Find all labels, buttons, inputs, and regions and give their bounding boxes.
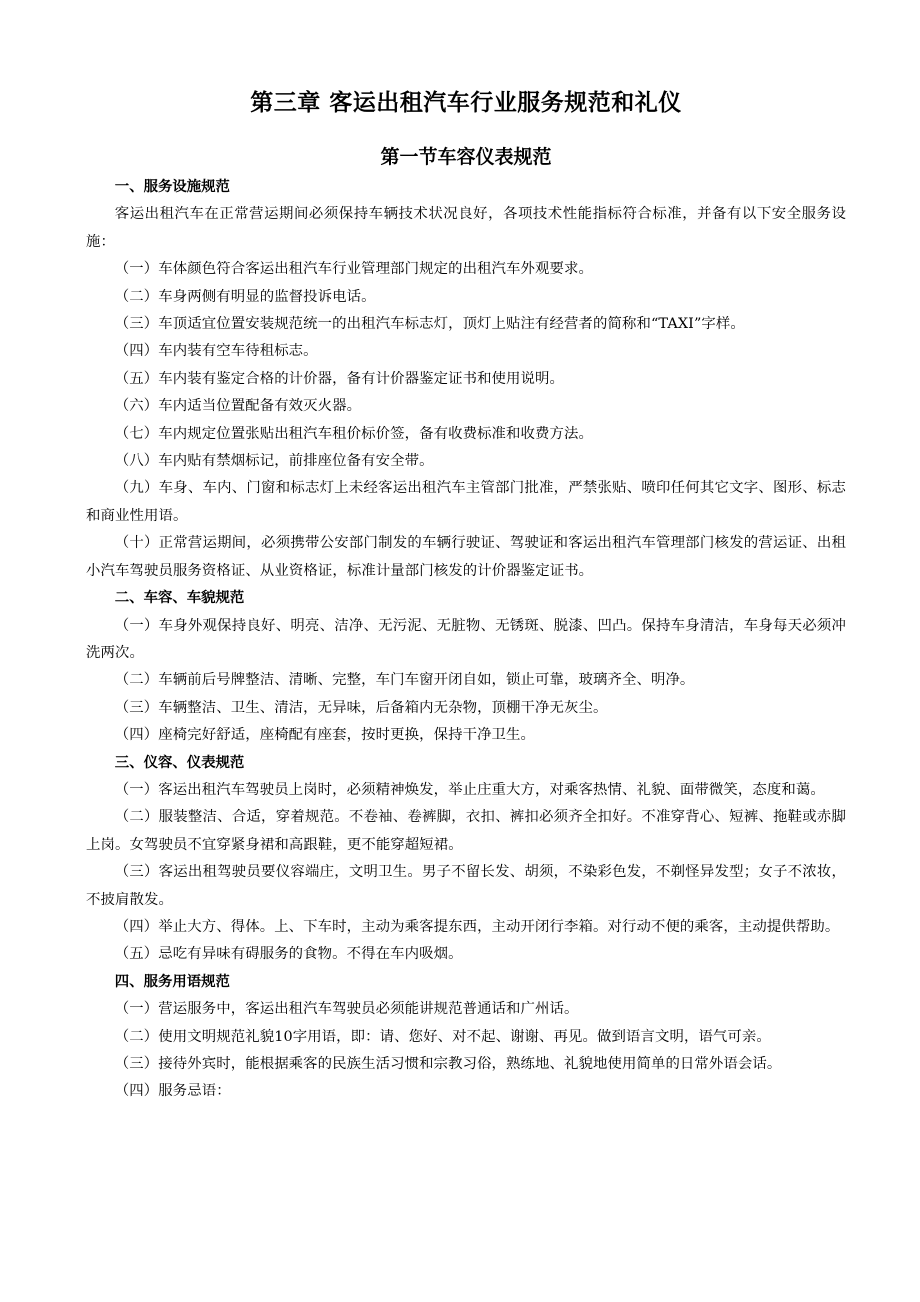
- part-heading: 一、服务设施规范: [114, 179, 230, 195]
- paragraph: （三）车顶适宜位置安装规范统一的出租汽车标志灯，顶灯上贴注有经营者的简称和“TAXI”字样。: [114, 316, 745, 333]
- part-service-language: [86, 969, 846, 1106]
- paragraph: （七）车内规定位置张贴出租汽车租价标价签，备有收费标准和收费方法。: [114, 425, 593, 442]
- part-heading: 三、仪容、仪表规范: [114, 754, 245, 771]
- paragraph: （四）车内装有空车待租标志。: [114, 343, 318, 360]
- paragraph: （六）车内适当位置配备有效灭火器。: [114, 398, 362, 415]
- paragraph: （二）车身两侧有明显的监督投诉电话。: [114, 288, 376, 305]
- paragraph: （九）车身、车内、门窗和标志灯上未经客运出租汽车主管部门批准，严禁张贴、喷印任何其它文字、图形、标志和商业性用语。: [86, 480, 846, 524]
- paragraph: （一）营运服务中，客运出租汽车驾驶员必须能讲规范普通话和广州话。: [114, 1001, 579, 1018]
- section-title: 第一节车容仪表规范: [380, 146, 552, 168]
- paragraph: （五）车内装有鉴定合格的计价器，备有计价器鉴定证书和使用说明。: [114, 370, 565, 387]
- paragraph: （四）座椅完好舒适，座椅配有座套，按时更换，保持干净卫生。: [114, 727, 536, 744]
- part-heading: 二、车容、车貌规范: [114, 590, 245, 607]
- part-heading: 四、服务用语规范: [114, 973, 230, 990]
- paragraph: （二）使用文明规范礼貌10字用语，即：请、您好、对不起、谢谢、再见。做到语言文明，语气可亲。: [114, 1028, 771, 1045]
- paragraph: （四）服务忌语：: [114, 1083, 231, 1100]
- paragraph: （十）正常营运期间，必须携带公安部门制发的车辆行驶证、驾驶证和客运出租汽车管理部门核发的营运证、出租小汽车驾驶员服务资格证、从业资格证，标准计量部门核发的计价器鉴定证书。: [86, 535, 846, 579]
- paragraph: （二）车辆前后号牌整洁、清晰、完整，车门车窗开闭自如，锁止可靠，玻璃齐全、明净。: [114, 672, 695, 689]
- paragraph: （五）忌吃有异味有碍服务的食物。不得在车内吸烟。: [114, 946, 463, 963]
- paragraph: 客运出租汽车在正常营运期间必须保持车辆技术状况良好，各项技术性能指标符合标准，并备有以下安全服务设施：: [86, 206, 846, 250]
- paragraph: （二）服装整洁、合适，穿着规范。不卷袖、卷裤脚，衣扣、裤扣必须齐全扣好。不准穿背心、短裤、拖鞋或赤脚上岗。女驾驶员不宜穿紧身裙和高跟鞋，更不能穿超短裙。: [86, 809, 846, 853]
- part-driver-appearance: [86, 750, 846, 969]
- paragraph: （四）举止大方、得体。上、下车时，主动为乘客提东西，主动开闭行李箱。对行动不便的乘客，主动提供帮助。: [114, 918, 840, 935]
- chapter-title: 第三章 客运出租汽车行业服务规范和礼仪: [250, 90, 682, 116]
- paragraph: （一）车身外观保持良好、明亮、洁净、无污泥、无脏物、无锈斑、脱漆、凹凸。保持车身清洁，车身每天必须冲洗两次。: [86, 617, 846, 661]
- paragraph: （一）车体颜色符合客运出租汽车行业管理部门规定的出租汽车外观要求。: [114, 261, 593, 278]
- paragraph: （一）客运出租汽车驾驶员上岗时，必须精神焕发，举止庄重大方，对乘客热情、礼貌、面带微笑，态度和蔼。: [114, 781, 825, 798]
- paragraph: （三）车辆整洁、卫生、清洁，无异味，后备箱内无杂物，顶棚干净无灰尘。: [114, 699, 608, 716]
- paragraph: （三）客运出租驾驶员要仪容端庄，文明卫生。男子不留长发、胡须，不染彩色发，不剃怪异发型；女子不浓妆，不披肩散发。: [86, 864, 846, 908]
- document-page: [86, 86, 846, 1106]
- paragraph: （八）车内贴有禁烟标记，前排座位备有安全带。: [114, 453, 434, 470]
- paragraph: （三）接待外宾时，能根据乘客的民族生活习惯和宗教习俗，熟练地、礼貌地使用简单的日常外语会话。: [114, 1056, 782, 1072]
- part-vehicle-appearance: [86, 585, 846, 749]
- part-facilities: [86, 174, 846, 585]
